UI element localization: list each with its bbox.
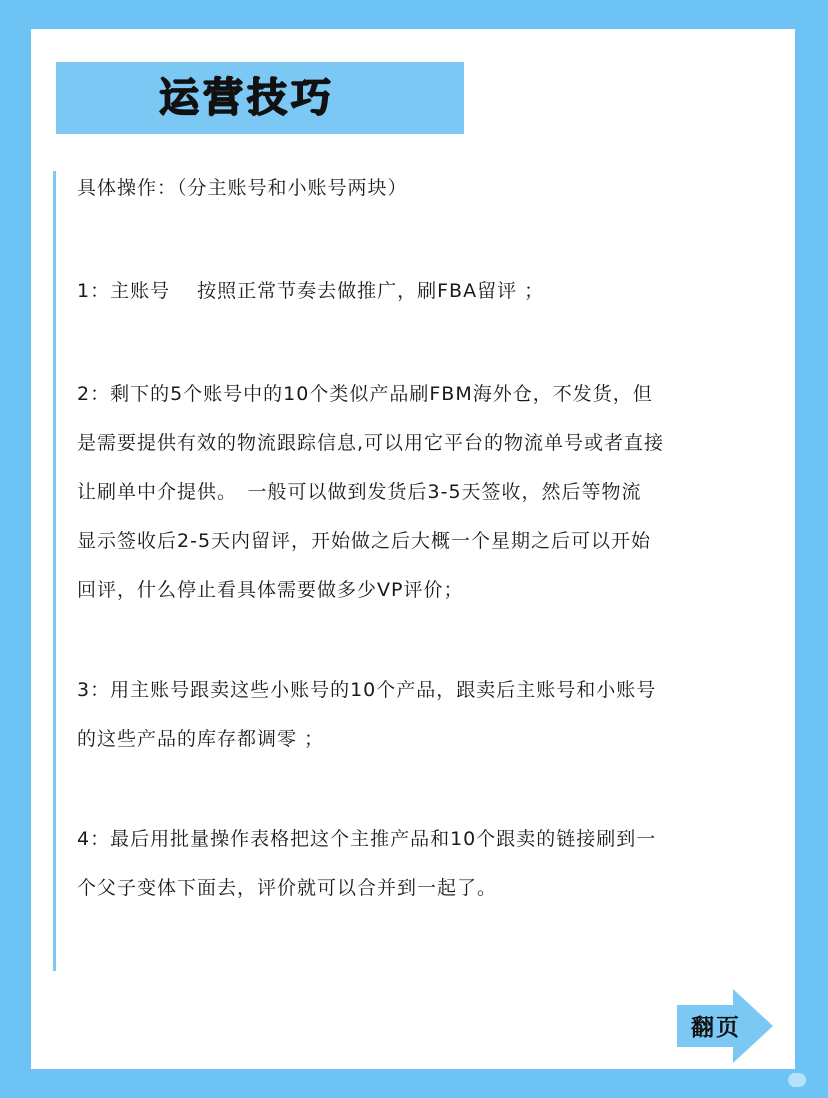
text-line: 的这些产品的库存都调零 ； xyxy=(77,728,325,750)
content-card xyxy=(31,29,795,1069)
text-line: 让刷单中介提供。 一般可以做到发货后3-5天签收，然后等物流 xyxy=(77,481,642,503)
watermark xyxy=(788,1073,806,1087)
text-line: 显示签收后2-5天内留评，开始做之后大概一个星期之后可以开始 xyxy=(77,530,652,552)
intro-line: 具体操作：（分主账号和小账号两块） xyxy=(77,177,408,199)
title-banner xyxy=(56,62,464,134)
section-2 xyxy=(77,370,777,615)
article-body xyxy=(77,164,777,913)
text-line: 个父子变体下面去，评价就可以合并到一起了。 xyxy=(77,877,498,899)
text-line: 3：用主账号跟卖这些小账号的10个产品，跟卖后主账号和小账号 xyxy=(77,679,657,701)
text-line: 是需要提供有效的物流跟踪信息,可以用它平台的物流单号或者直接 xyxy=(77,432,665,454)
section-4 xyxy=(77,815,777,913)
page-title: 运营技巧 xyxy=(159,75,335,121)
text-line: 2：剩下的5个账号中的10个类似产品刷FBM海外仓，不发货，但 xyxy=(77,383,653,405)
text-line: 4：最后用批量操作表格把这个主推产品和10个跟卖的链接刷到一 xyxy=(77,828,657,850)
next-page-button[interactable] xyxy=(677,989,773,1063)
text-line: 回评，什么停止看具体需要做多少VP评价； xyxy=(77,579,464,601)
section-3 xyxy=(77,666,777,764)
next-page-label: 翻页 xyxy=(691,1015,741,1041)
section-1 xyxy=(77,267,777,316)
accent-bar xyxy=(53,171,56,971)
text-line: 1：主账号 按照正常节奏去做推广，刷FBA留评 ； xyxy=(77,280,545,302)
